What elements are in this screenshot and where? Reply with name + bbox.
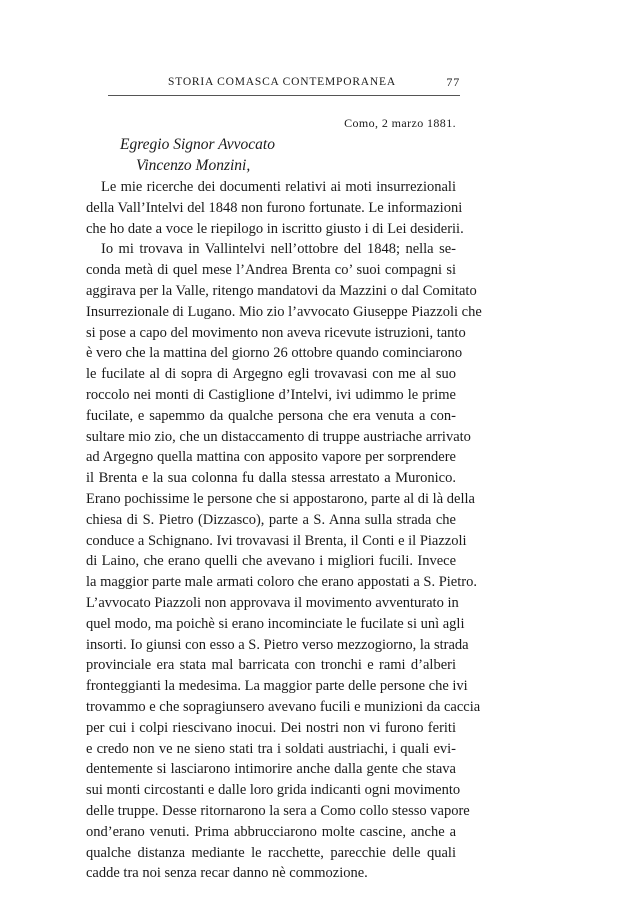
text-line: sui monti circostanti e dalle loro grida indicanti ogni movimento: [86, 782, 461, 799]
running-header: [108, 74, 460, 92]
text-line: ond’erano venuti. Prima abbrucciarono molte cascine, anche a: [86, 823, 456, 840]
text-line: roccolo nei monti di Castiglione d’Intelvi, ivi udimmo le prime: [86, 386, 456, 403]
text-line: che ho date a voce le riepilogo in iscritto giusto i di Lei desiderii.: [86, 220, 464, 237]
text-line: aggirava per la Valle, ritengo mandatovi da Mazzini o dal Comitato: [86, 282, 477, 299]
page-number: 77: [446, 75, 460, 89]
text-line: di Laino, che erano quelli che avevano i migliori fucili. Invece: [86, 553, 456, 570]
text-line: quel modo, ma poichè si erano incominciate le fucilate si unì agli: [86, 615, 465, 632]
text-line: trovammo e che sopragiunsero avevano fucili e munizioni da caccia: [86, 698, 481, 715]
text-line: fucilate, e sapemmo da qualche persona che era venuta a con-: [86, 407, 456, 424]
text-line: qualche distanza mediante le racchette, parecchie delle quali: [86, 844, 456, 861]
header-rule: [108, 95, 460, 96]
text-line: conduce a Schignano. Ivi trovavasi il Brenta, il Conti e il Piazzoli: [86, 532, 467, 549]
text-line: chiesa di S. Pietro (Dizzasco), parte a S. Anna sulla strada che: [86, 511, 456, 528]
text-line: cadde tra noi senza recar danno nè commozione.: [86, 865, 368, 882]
text-line: dentemente si lasciarono intimorire anche dalla gente che stava: [86, 761, 456, 778]
text-line: è vero che la mattina del giorno 26 ottobre quando cominciarono: [86, 345, 463, 362]
text-line: e credo non ve ne sieno stati tra i soldati austriachi, i quali evi-: [86, 740, 456, 757]
text-line: conda metà di quel mese l’Andrea Brenta co’ suoi compagni si: [86, 262, 456, 279]
text-line: ad Argegno quella mattina con apposito vapore per sorprendere: [86, 449, 456, 466]
text-line: Erano pochissime le persone che si appostarono, parte al di là della: [86, 490, 475, 507]
text-line: le fucilate al di sopra di Argegno egli trovavasi con me al suo: [86, 366, 456, 383]
text-line: Io mi trovava in Vallintelvi nell’ottobre del 1848; nella se-: [101, 241, 456, 258]
text-line: insorti. Io giunsi con esso a S. Pietro verso mezzogiorno, la strada: [86, 636, 469, 653]
text-line: provinciale era stata mal barricata con tronchi e rami d’alberi: [86, 657, 456, 674]
letter-dateline: Como, 2 marzo 1881.: [344, 116, 456, 130]
text-line: sultare mio zio, che un distaccamento di truppe austriache arrivato: [86, 428, 471, 445]
letter-salutation: [120, 134, 275, 176]
salutation-line: Egregio Signor Avvocato: [120, 136, 275, 153]
text-line: per cui i colpi riescivano inocui. Dei nostri non vi furono feriti: [86, 719, 456, 736]
text-line: si pose a capo del movimento non aveva ricevute istruzioni, tanto: [86, 324, 466, 341]
text-line: Le mie ricerche dei documenti relativi ai moti insurrezionali: [101, 179, 456, 195]
letter-body: [86, 177, 482, 884]
text-line: fronteggianti la medesima. La maggior parte delle persone che ivi: [86, 678, 468, 695]
text-line: il Brenta e la sua colonna fu dalla stessa arrestato a Muronico.: [86, 470, 456, 487]
salutation-line: Vincenzo Monzini,: [136, 157, 251, 174]
running-title: STORIA COMASCA CONTEMPORANEA: [168, 76, 396, 88]
text-line: della Vall’Intelvi del 1848 non furono fortunate. Le informazioni: [86, 199, 463, 216]
text-line: Insurrezionale di Lugano. Mio zio l’avvocato Giuseppe Piazzoli che: [86, 303, 482, 320]
text-line: L’avvocato Piazzoli non approvava il movimento avventurato in: [86, 594, 459, 611]
text-line: la maggior parte male armati coloro che erano appostati a S. Pietro.: [86, 574, 477, 591]
text-line: delle truppe. Desse ritornarono la sera a Como collo stesso vapore: [86, 802, 470, 819]
